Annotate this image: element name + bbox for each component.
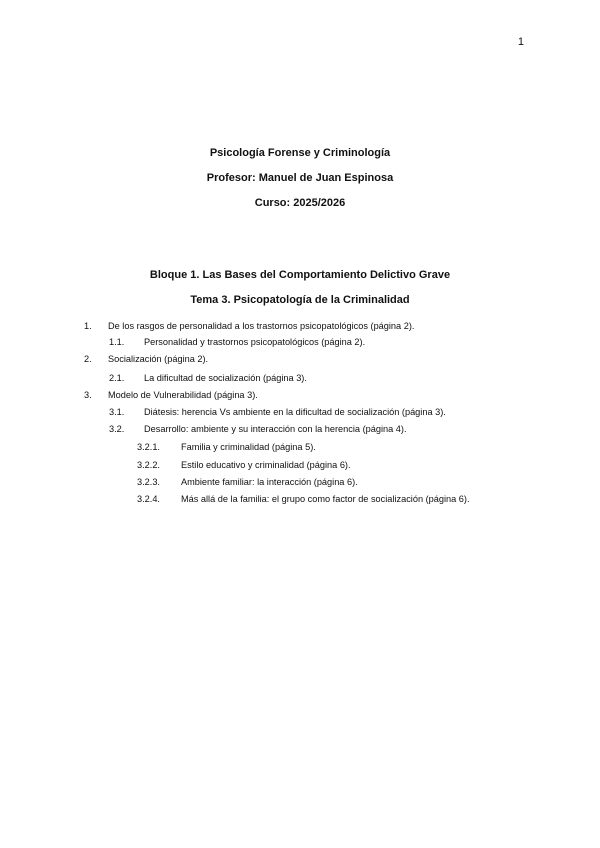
toc-text: Ambiente familiar: la interacción (página 6). (181, 477, 358, 487)
toc-number: 3.2.3. (137, 477, 160, 487)
toc-number: 3.2.2. (137, 460, 160, 470)
topic-title: Tema 3. Psicopatología de la Criminalidad (190, 294, 410, 306)
toc-number: 3.2.1. (137, 442, 160, 452)
toc-number: 3.1. (109, 407, 125, 417)
page-number: 1 (517, 36, 524, 48)
toc-number: 1. (84, 321, 92, 331)
professor-line: Profesor: Manuel de Juan Espinosa (206, 172, 394, 184)
toc-text: De los rasgos de personalidad a los trastornos psicopatológicos (página 2). (108, 321, 415, 331)
toc-number: 3. (84, 390, 92, 400)
toc-text: Desarrollo: ambiente y su interacción con la herencia (página 4). (144, 424, 407, 434)
toc-number: 2.1. (109, 373, 125, 383)
toc-number: 3.2. (109, 424, 125, 434)
course-year: Curso: 2025/2026 (254, 197, 346, 209)
toc-text: Más allá de la familia: el grupo como factor de socialización (página 6). (181, 494, 470, 504)
toc-text: Estilo educativo y criminalidad (página 6). (181, 460, 351, 470)
toc-text: Personalidad y trastornos psicopatológicos (página 2). (144, 337, 366, 347)
toc-text: Diátesis: herencia Vs ambiente en la dificultad de socialización (página 3). (144, 407, 446, 417)
course-title: Psicología Forense y Criminología (209, 147, 391, 159)
toc-text: La dificultad de socialización (página 3). (144, 373, 307, 383)
toc-number: 1.1. (109, 337, 125, 347)
toc-text: Familia y criminalidad (página 5). (181, 442, 316, 452)
toc-number: 3.2.4. (137, 494, 160, 504)
toc-text: Socialización (página 2). (108, 354, 209, 364)
toc-text: Modelo de Vulnerabilidad (página 3). (108, 390, 258, 400)
block-title: Bloque 1. Las Bases del Comportamiento Delictivo Grave (149, 269, 451, 281)
toc-number: 2. (84, 354, 92, 364)
